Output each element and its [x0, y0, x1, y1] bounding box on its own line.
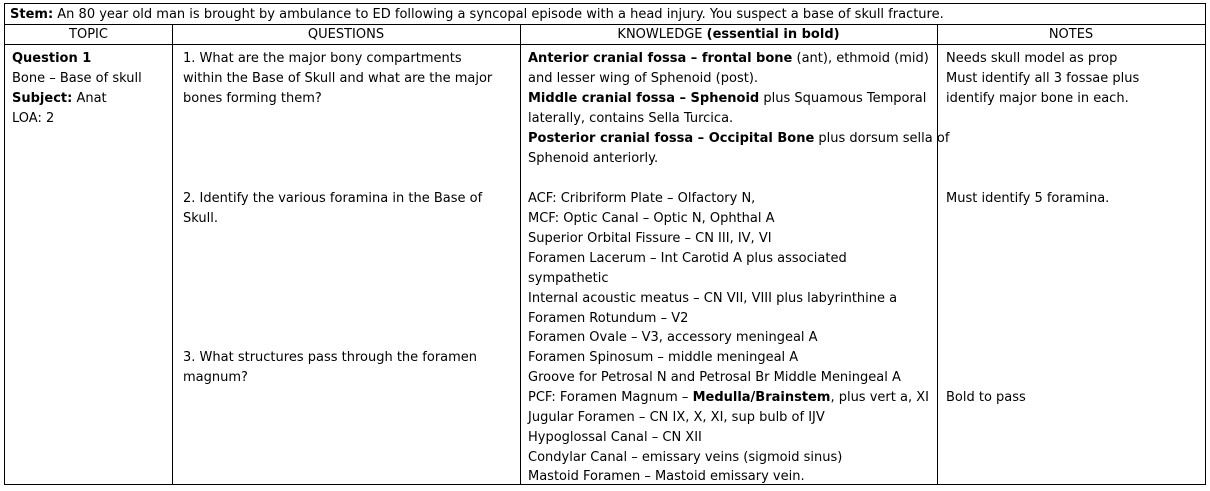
knowledge-foramen-line: sympathetic [528, 271, 609, 286]
exam-question-table [4, 3, 1206, 485]
column-divider-3 [937, 24, 938, 484]
stem-row [10, 5, 944, 25]
knowledge-foramen-line: Jugular Foramen – CN IX, X, XI, sup bulb of IJV [528, 410, 825, 425]
note-1-line-1: Needs skull model as prop [946, 51, 1118, 66]
note-2: Must identify 5 foramina. [946, 191, 1110, 206]
question-1-line-2: within the Base of Skull and what are the major [183, 71, 493, 86]
header-topic: TOPIC [69, 27, 108, 42]
knowledge-acf-line-1: Anterior cranial fossa – frontal bone (ant), ethmoid (mid) [528, 51, 929, 66]
knowledge-acf-line-2: and lesser wing of Sphenoid (post). [528, 71, 759, 86]
column-divider-1 [172, 24, 173, 484]
topic-subject: Subject: Anat [12, 91, 107, 106]
knowledge-foramen-magnum-line: PCF: Foramen Magnum – Medulla/Brainstem, plus vert a, XI [528, 390, 929, 405]
header-knowledge [520, 25, 937, 45]
knowledge-foramen-line: Superior Orbital Fissure – CN III, IV, VI [528, 231, 772, 246]
header-questions: QUESTIONS [307, 27, 385, 42]
stem-label: Stem: [10, 7, 54, 22]
knowledge-foramen-line: Groove for Petrosal N and Petrosal Br Middle Meningeal A [528, 370, 901, 385]
knowledge-foramen-line: Condylar Canal – emissary veins (sigmoid sinus) [528, 450, 843, 465]
question-3-line-2: magnum? [183, 370, 248, 385]
knowledge-pcf-line-2: Sphenoid anteriorly. [528, 151, 659, 166]
knowledge-pcf-line-1: Posterior cranial fossa – Occipital Bone plus dorsum sella of [528, 131, 950, 146]
topic-loa: LOA: 2 [12, 111, 55, 126]
header-knowledge-prefix: KNOWLEDGE [617, 27, 707, 42]
question-3-line-1: 3. What structures pass through the foramen [183, 350, 478, 365]
knowledge-foramen-line: MCF: Optic Canal – Optic N, Ophthal A [528, 211, 775, 226]
header-knowledge-bold: (essential in bold) [706, 27, 840, 42]
knowledge-foramen-line: Foramen Lacerum – Int Carotid A plus associated [528, 251, 847, 266]
knowledge-foramen-line: Internal acoustic meatus – CN VII, VIII plus labyrinthine a [528, 291, 898, 306]
knowledge-mcf-line-1: Middle cranial fossa – Sphenoid plus Squamous Temporal [528, 91, 927, 106]
question-2-line-1: 2. Identify the various foramina in the Base of [183, 191, 483, 206]
note-3: Bold to pass [946, 390, 1026, 405]
topic-question-label: Question 1 [12, 51, 92, 66]
question-1-line-3: bones forming them? [183, 91, 322, 106]
knowledge-foramen-line: ACF: Cribriform Plate – Olfactory N, [528, 191, 756, 206]
note-1-line-2: Must identify all 3 fossae plus [946, 71, 1140, 86]
question-1-line-1: 1. What are the major bony compartments [183, 51, 462, 66]
knowledge-foramen-line: Mastoid Foramen – Mastoid emissary vein. [528, 469, 805, 484]
knowledge-mcf-line-2: laterally, contains Sella Turcica. [528, 111, 734, 126]
question-2-line-2: Skull. [183, 211, 218, 226]
column-divider-2 [520, 24, 521, 484]
topic-bone: Bone – Base of skull [12, 71, 142, 86]
knowledge-foramen-line: Foramen Spinosum – middle meningeal A [528, 350, 799, 365]
stem-text: An 80 year old man is brought by ambulance to ED following a syncopal episode with a head injury. You suspect a base of skull fracture. [57, 7, 944, 22]
knowledge-foramen-line: Foramen Ovale – V3, accessory meningeal A [528, 330, 818, 345]
note-1-line-3: identify major bone in each. [946, 91, 1129, 106]
knowledge-foramen-line: Hypoglossal Canal – CN XII [528, 430, 702, 445]
header-notes: NOTES [1048, 27, 1094, 42]
knowledge-foramen-line: Foramen Rotundum – V2 [528, 311, 689, 326]
